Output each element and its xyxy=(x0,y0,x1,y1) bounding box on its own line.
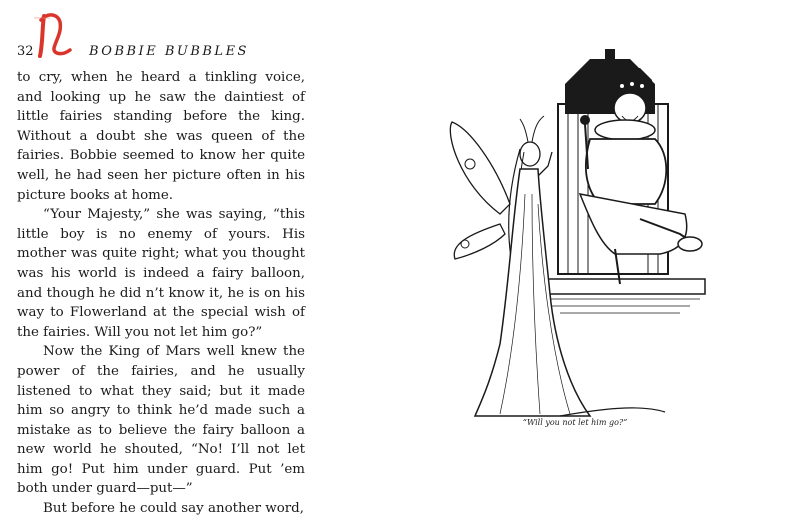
paragraph: to cry, when he heard a tinkling voice, and looking up he saw the daintiest of little fairies standing before the king. Without a doubt she was queen of the fairies. Bobbie seemed to know her quite well, he had seen her picture often in his picture books at home. xyxy=(17,70,305,203)
paragraph: “Your Majesty,” she was saying, “this little boy is no enemy of yours. His mother was quite right; what you thought was his world is indeed a fairy balloon, and though he did n’t know it, he is on his way to Flowerland at the special wish of the fairies. Will you not let him go?” xyxy=(17,207,305,340)
illustration-fairy-and-king xyxy=(440,44,710,419)
body-text xyxy=(17,68,305,519)
paragraph: But before he could say another word, xyxy=(43,501,304,517)
illustration-caption: “Will you not let him go?” xyxy=(522,418,628,427)
paragraph: Now the King of Mars well knew the power of the fairies, and he usually listened to what they said; but it made him so angry to think he’d made such a mistake as to believe the fairy balloon a new world he shouted, “No! I’ll not let him go! Put him under guard. Put ’em both under guard—put—” xyxy=(17,344,305,497)
page-number: 32 xyxy=(17,44,34,59)
page-header xyxy=(17,44,307,64)
running-title: BOBBIE BUBBLES xyxy=(89,44,249,59)
